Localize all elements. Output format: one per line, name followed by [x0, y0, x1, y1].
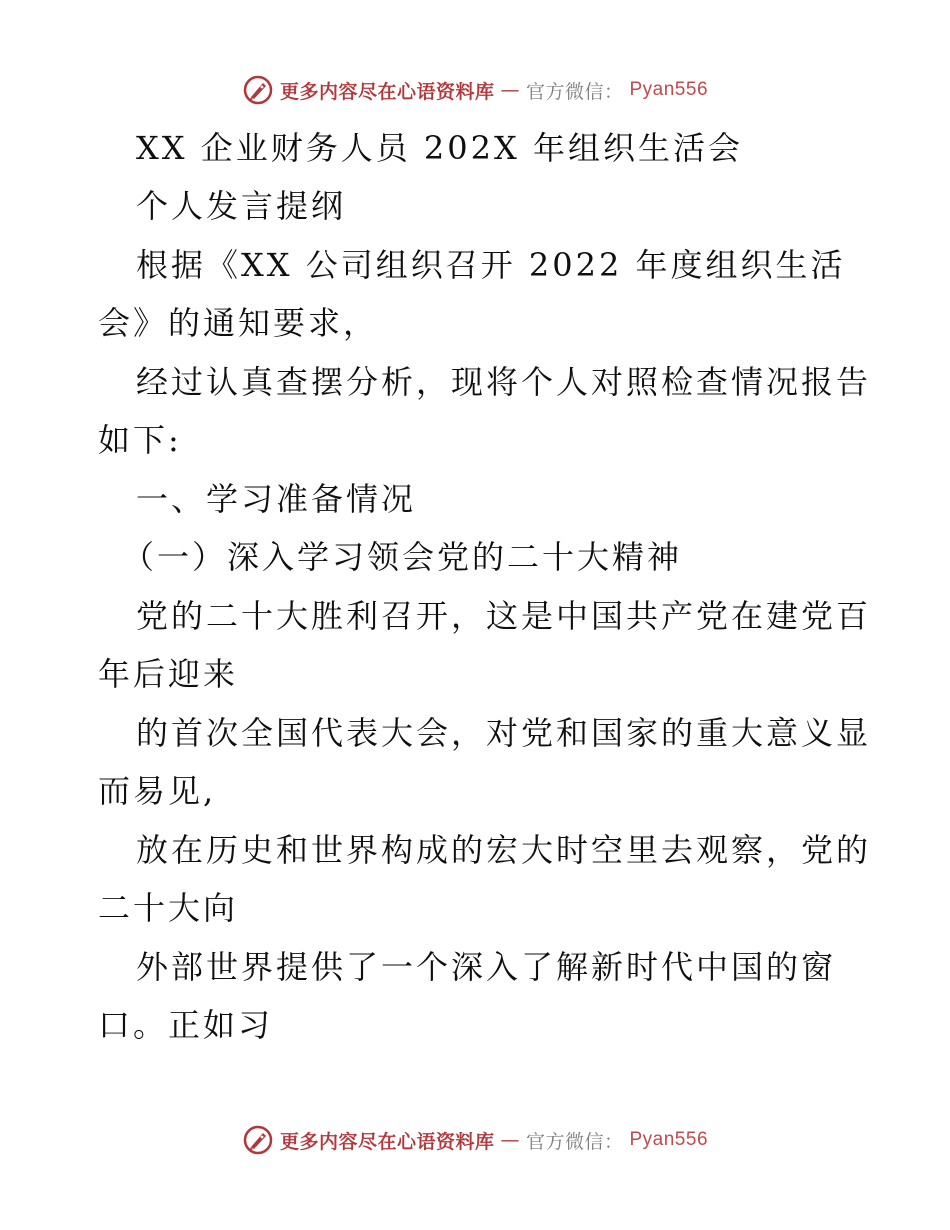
subsection-heading-line: （一）深入学习领会党的二十大精神 [122, 538, 683, 576]
watermark-brand-text: 更多内容尽在心语资料库 [279, 1130, 495, 1153]
watermark-dash: — [500, 79, 520, 101]
document-title-line: XX 企业财务人员 202X 年组织生活会 [136, 129, 743, 167]
watermark-wechat-label: 官方微信： [525, 1130, 624, 1153]
watermark-wechat-id: Pyan556 [629, 79, 709, 100]
watermark-wechat-label: 官方微信： [525, 80, 624, 103]
document-text-line: 根据《XX 公司组织召开 2022 年度组织生活 [136, 246, 846, 284]
document-text-line: 党的二十大胜利召开，这是中国共产党在建党百 [136, 597, 872, 635]
document-text-line: 经过认真查摆分析，现将个人对照检查情况报告 [136, 363, 872, 401]
document-text-line: 如下: [98, 421, 182, 459]
document-text-line: 而易见, [98, 772, 217, 810]
document-text-line: 的首次全国代表大会，对党和国家的重大意义显 [136, 714, 872, 752]
pen-nib-logo-icon [242, 74, 274, 106]
watermark-dash: — [500, 1129, 520, 1151]
document-text-line: 口。正如习 [98, 1006, 274, 1044]
watermark-brand-text: 更多内容尽在心语资料库 [279, 80, 495, 103]
document-subtitle-line: 个人发言提纲 [136, 187, 347, 225]
section-heading-line: 一、学习准备情况 [136, 480, 417, 518]
footer-watermark [0, 1124, 950, 1156]
pen-nib-logo-icon [242, 1124, 274, 1156]
document-text-line: 会》的通知要求， [98, 304, 379, 342]
document-text-line: 年后迎来 [98, 655, 239, 693]
document-text-line: 外部世界提供了一个深入了解新时代中国的窗 [136, 948, 837, 986]
header-watermark [0, 74, 950, 106]
document-text-line: 放在历史和世界构成的宏大时空里去观察，党的 [136, 831, 872, 869]
watermark-wechat-id: Pyan556 [629, 1129, 709, 1150]
document-text-line: 二十大向 [98, 889, 239, 927]
